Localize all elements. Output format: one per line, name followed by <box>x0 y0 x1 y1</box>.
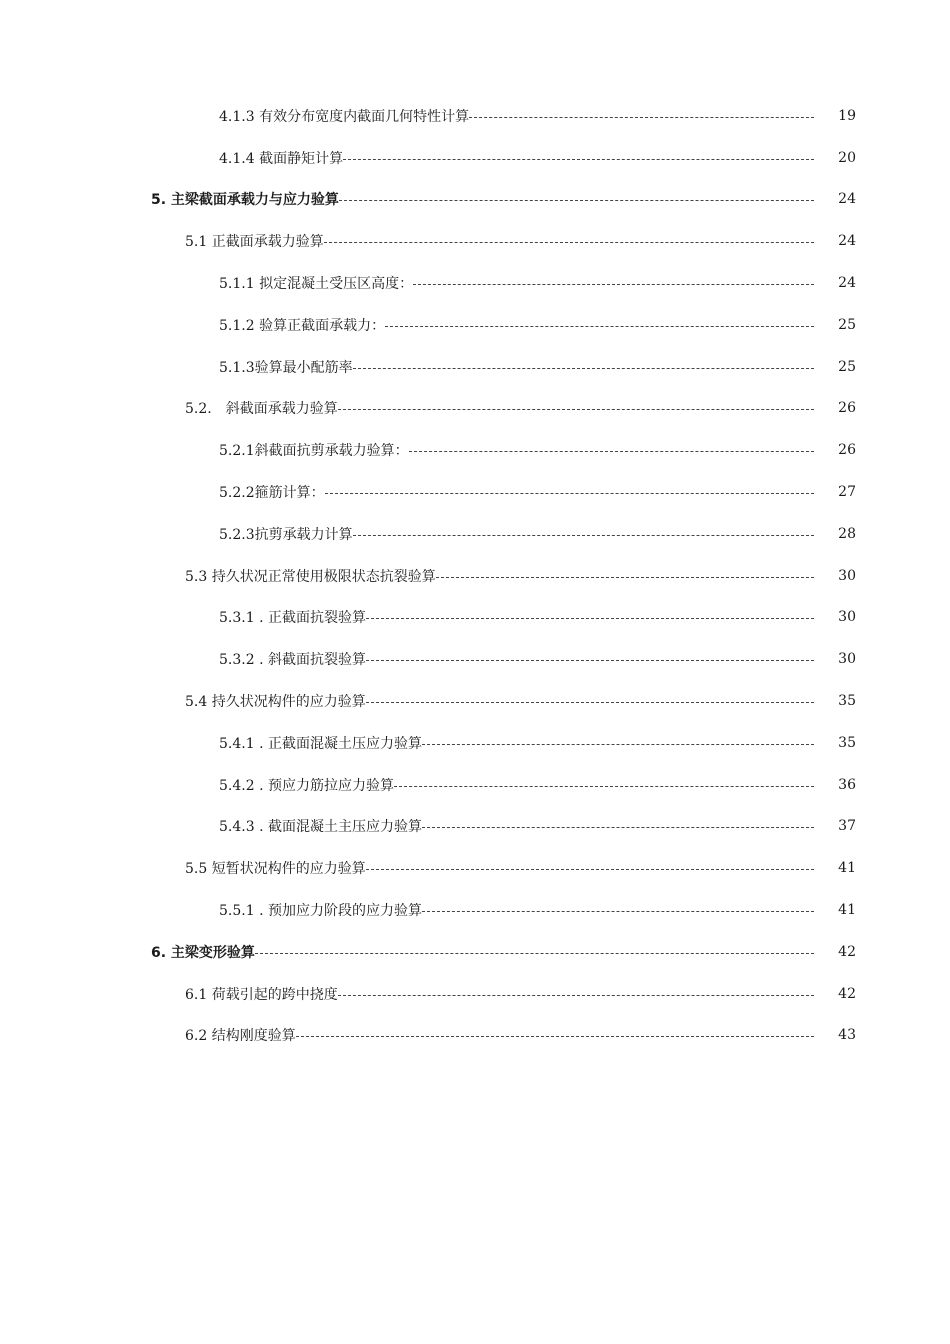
toc-entry[interactable] <box>0 179 950 221</box>
toc-leader-dots <box>338 401 814 417</box>
toc-entry-label: 5.2.3抗剪承载力计算 <box>219 526 353 543</box>
toc-entry[interactable] <box>0 388 950 430</box>
toc-entry-label: 5.2.1斜截面抗剪承载力验算： <box>219 443 409 460</box>
toc-leader-dots <box>385 318 814 334</box>
toc-entry[interactable] <box>0 555 950 597</box>
toc-page-number: 37 <box>838 818 856 835</box>
toc-page-number: 36 <box>838 776 856 793</box>
toc-leader-dots <box>339 192 814 208</box>
toc-leader-dots <box>255 945 814 961</box>
toc-entry[interactable] <box>0 931 950 973</box>
toc-entry-label: 4.1.3 有效分布宽度内截面几何特性计算 <box>219 108 470 125</box>
toc-entry[interactable] <box>0 722 950 764</box>
toc-page-number: 35 <box>838 734 856 751</box>
toc-entry-label: 5.1.2 验算正截面承载力： <box>219 317 386 334</box>
toc-leader-dots <box>353 527 814 543</box>
toc-page-number: 35 <box>838 693 856 710</box>
toc-page-number: 42 <box>838 985 856 1002</box>
toc-leader-dots <box>436 569 814 585</box>
toc-leader-dots <box>394 778 814 794</box>
toc-page-number: 41 <box>838 860 856 877</box>
toc-entry[interactable] <box>0 847 950 889</box>
toc-entry-label: 5.2. 斜截面承载力验算 <box>185 401 338 418</box>
toc-page-number: 42 <box>838 943 856 960</box>
toc-entry[interactable] <box>0 764 950 806</box>
toc-page-number: 26 <box>838 400 856 417</box>
toc-leader-dots <box>422 819 814 835</box>
toc-entry-label: 5. 主梁截面承载力与应力验算 <box>151 192 339 209</box>
toc-leader-dots <box>422 903 814 919</box>
toc-entry-label: 5.1 正截面承载力验算 <box>185 234 324 251</box>
toc-entry-label: 5.1.3验算最小配筋率 <box>219 359 353 376</box>
toc-page-number: 24 <box>838 275 856 292</box>
toc-entry-label: 5.1.1 拟定混凝土受压区高度： <box>219 276 414 293</box>
toc-entry[interactable] <box>0 262 950 304</box>
toc-entry-label: 5.4 持久状况构件的应力验算 <box>185 694 366 711</box>
toc-leader-dots <box>366 694 814 710</box>
toc-page-number: 26 <box>838 442 856 459</box>
toc-entry[interactable] <box>0 513 950 555</box>
toc-page-number: 30 <box>838 567 856 584</box>
toc-entry[interactable] <box>0 680 950 722</box>
toc-entry-label: 5.4.2 . 预应力筋拉应力验算 <box>219 777 394 794</box>
table-of-contents <box>0 95 950 1056</box>
toc-page-number: 41 <box>838 902 856 919</box>
toc-leader-dots <box>413 276 814 292</box>
toc-entry[interactable] <box>0 346 950 388</box>
toc-entry-label: 5.5.1 . 预加应力阶段的应力验算 <box>219 903 422 920</box>
toc-leader-dots <box>366 652 814 668</box>
toc-leader-dots <box>366 610 814 626</box>
toc-entry-label: 5.3 持久状况正常使用极限状态抗裂验算 <box>185 568 436 585</box>
toc-entry[interactable] <box>0 304 950 346</box>
toc-entry-label: 6. 主梁变形验算 <box>151 944 255 961</box>
toc-page-number: 43 <box>838 1027 856 1044</box>
toc-leader-dots <box>422 736 814 752</box>
toc-page-number: 24 <box>838 233 856 250</box>
toc-leader-dots <box>338 987 814 1003</box>
toc-entry-label: 5.2.2箍筋计算： <box>219 485 325 502</box>
toc-entry[interactable] <box>0 806 950 848</box>
toc-leader-dots <box>343 151 814 167</box>
toc-leader-dots <box>366 861 814 877</box>
toc-page-number: 27 <box>838 484 856 501</box>
toc-entry[interactable] <box>0 95 950 137</box>
toc-entry[interactable] <box>0 889 950 931</box>
toc-page-number: 28 <box>838 525 856 542</box>
toc-page-number: 25 <box>838 358 856 375</box>
toc-entry[interactable] <box>0 1015 950 1057</box>
toc-entry[interactable] <box>0 597 950 639</box>
toc-page-number: 25 <box>838 316 856 333</box>
toc-entry[interactable] <box>0 137 950 179</box>
toc-entry-label: 5.3.1 . 正截面抗裂验算 <box>219 610 366 627</box>
toc-leader-dots <box>324 234 814 250</box>
toc-leader-dots <box>469 109 814 125</box>
toc-entry[interactable] <box>0 429 950 471</box>
toc-entry-label: 5.3.2 . 斜截面抗裂验算 <box>219 652 366 669</box>
toc-entry-label: 5.5 短暂状况构件的应力验算 <box>185 861 366 878</box>
toc-entry[interactable] <box>0 973 950 1015</box>
toc-entry-label: 5.4.1 . 正截面混凝土压应力验算 <box>219 735 422 752</box>
toc-page-number: 20 <box>838 149 856 166</box>
toc-entry-label: 6.2 结构刚度验算 <box>185 1028 296 1045</box>
toc-entry[interactable] <box>0 638 950 680</box>
toc-page-number: 24 <box>838 191 856 208</box>
toc-entry[interactable] <box>0 220 950 262</box>
toc-page-number: 30 <box>838 609 856 626</box>
toc-page-number: 30 <box>838 651 856 668</box>
toc-page-number: 19 <box>838 107 856 124</box>
toc-entry[interactable] <box>0 471 950 513</box>
toc-entry-label: 5.4.3 . 截面混凝土主压应力验算 <box>219 819 422 836</box>
toc-leader-dots <box>296 1028 814 1044</box>
toc-entry-label: 4.1.4 截面静矩计算 <box>219 150 344 167</box>
toc-leader-dots <box>409 443 814 459</box>
toc-entry-label: 6.1 荷载引起的跨中挠度 <box>185 986 338 1003</box>
toc-leader-dots <box>325 485 814 501</box>
toc-leader-dots <box>353 360 814 376</box>
